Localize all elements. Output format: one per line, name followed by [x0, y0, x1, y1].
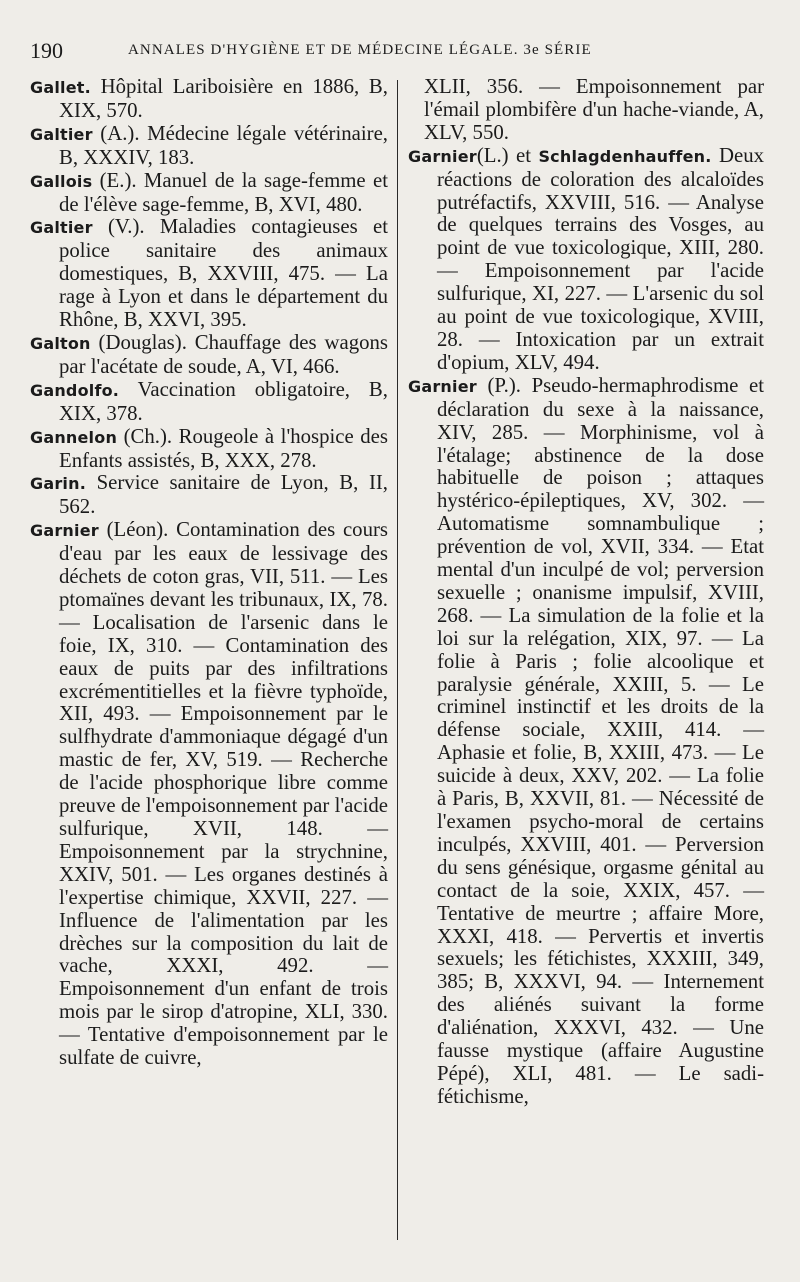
entry-headword: Gannelon: [30, 427, 118, 447]
index-entry: [30, 519, 388, 1070]
entry-text: (Ch.). Rougeole à l'hospice des Enfants assistés, B, XXX, 278.: [59, 424, 388, 472]
entry-text: Vaccination obligatoire, B, XIX, 378.: [59, 377, 388, 425]
entry-text: XLII, 356. — Empoisonnement par l'émail plombifère d'un hache-viande, A, XLV, 550.: [424, 75, 764, 144]
entry-text: Service sanitaire de Lyon, B, II, 562.: [59, 471, 388, 519]
entry-headword: Gallet.: [30, 78, 91, 97]
index-entry: [30, 170, 388, 217]
running-head: ANNALES D'HYGIÈNE ET DE MÉDECINE LÉGALE. 3e SÉRIE: [128, 42, 592, 58]
index-entry: [30, 123, 388, 170]
entry-text: (P.). Pseudo-hermaphrodisme et déclaration du sexe à la naissance, XIV, 285. — Morphinisme, vol à l'étalage; abstinence de la dose habituelle de poison ; attaques hystérico-épileptiques, XV, 302. — Automatisme somnambulique ; prévention de vol, XVII, 334. — Etat mental d'un inculpé de vol; perversion sexuelle ; onanisme impulsif, XVIII, 268. — La simulation de la folie et la loi sur la relégation, XIX, 97. — La folie à Paris ; folie alcoolique et paralysie générale, XXIII, 5. — Le criminel instinctif et les droits de la défense sociale, XXIII, 414. — Aphasie et folie, B, XXIII, 473. — Le suicide à deux, XXV, 202. — La folie à Paris, B, XXVII, 81. — Nécessité de l'examen psycho-moral de certains inculpés, XXVIII, 401. — Perversion du sens génésique, orgasme génital au contact de la soie, XXIX, 457. — Tentative de meurtre ; affaire More, XXXI, 418. — Pervertis et invertis sexuels; les fétichistes, XXXIII, 349, 385; B, XXXVI, 94. — Internement des aliénés suivant la forme d'aliénation, XXXVI, 432. — Une fausse mystique (affaire Augustine Pépé), XLI, 481. — Le sadi-fétichisme,: [437, 373, 764, 1108]
page-number: 190: [30, 38, 63, 63]
entry-text: (E.). Manuel de la sage-femme et de l'élève sage-femme, B, XVI, 480.: [59, 168, 388, 216]
entry-headword: Garin.: [30, 474, 86, 494]
column-divider: [397, 80, 398, 1240]
left-column: [30, 76, 388, 1070]
index-entry: [30, 76, 388, 123]
entry-connector: (L.) et: [476, 143, 539, 167]
index-entry: [30, 332, 388, 379]
entry-headword: Gandolfo.: [30, 380, 120, 400]
entry-headword: Galtier: [30, 218, 93, 238]
entry-headword: Garnier: [30, 521, 99, 541]
entry-headword: Garnier: [408, 146, 477, 166]
index-entry-continuation: [408, 76, 764, 145]
page-header: [30, 38, 770, 68]
right-column: [408, 76, 764, 1109]
entry-headword: Galton: [30, 333, 91, 353]
index-entry: [30, 426, 388, 473]
entry-text: (V.). Maladies contagieuses et police sanitaire des animaux domestiques, B, XXVIII, 475. — La rage à Lyon et dans le département du Rhône, B, XXVI, 395.: [59, 215, 388, 332]
entry-text: Deux réactions de coloration des alcaloïdes putréfactifs, XXVIII, 516. — Analyse de quelques terrains des Vosges, au point de vue toxicologique, XIII, 280. — Empoisonnement par l'acide sulfurique, XI, 227. — L'arsenic du sol au point de vue toxicologique, XVIII, 28. — Intoxication par un extrait d'opium, XLV, 494.: [437, 143, 764, 374]
index-entry: [408, 145, 764, 375]
entry-headword-second: Schlagdenhauffen.: [538, 146, 712, 166]
index-entry: [30, 379, 388, 426]
index-entry: [30, 472, 388, 519]
entry-headword: Gallois: [30, 171, 93, 191]
index-entry: [408, 375, 764, 1109]
index-entry: [30, 216, 388, 332]
entry-text: (Léon). Contamination des cours d'eau par les eaux de lessivage des déchets de coton gras, VII, 511. — Les ptomaïnes devant les tribunaux, IX, 78. — Localisation de l'arsenic dans le foie, IX, 310. — Contamination des eaux de puits par des infiltrations excrémentitielles et la fièvre typhoïde, XII, 493. — Empoisonnement par le sulfhydrate d'ammoniaque dégagé d'un mastic de fer, XV, 519. — Recherche de l'acide phosphorique libre comme preuve de l'empoisonnement par l'acide sulfurique, XVII, 148. — Empoisonnement par la strychnine, XXIV, 501. — Les organes destinés à l'expertise chimique, XXVII, 227. — Influence de l'alimentation par les drèches sur la composition du lait de vache, XXXI, 492. — Empoisonnement d'un enfant de trois mois par le sirop d'atropine, XLI, 330. — Tentative d'empoisonnement par le sulfate de cuivre,: [59, 518, 388, 1070]
entry-text: (Douglas). Chauffage des wagons par l'acétate de soude, A, VI, 466.: [59, 330, 388, 378]
entry-headword: Garnier: [408, 376, 477, 396]
entry-headword: Galtier: [30, 124, 93, 144]
entry-text: Hôpital Lariboisière en 1886, B, XIX, 570.: [59, 75, 388, 122]
entry-text: (A.). Médecine légale vétérinaire, B, XXXIV, 183.: [59, 121, 388, 169]
